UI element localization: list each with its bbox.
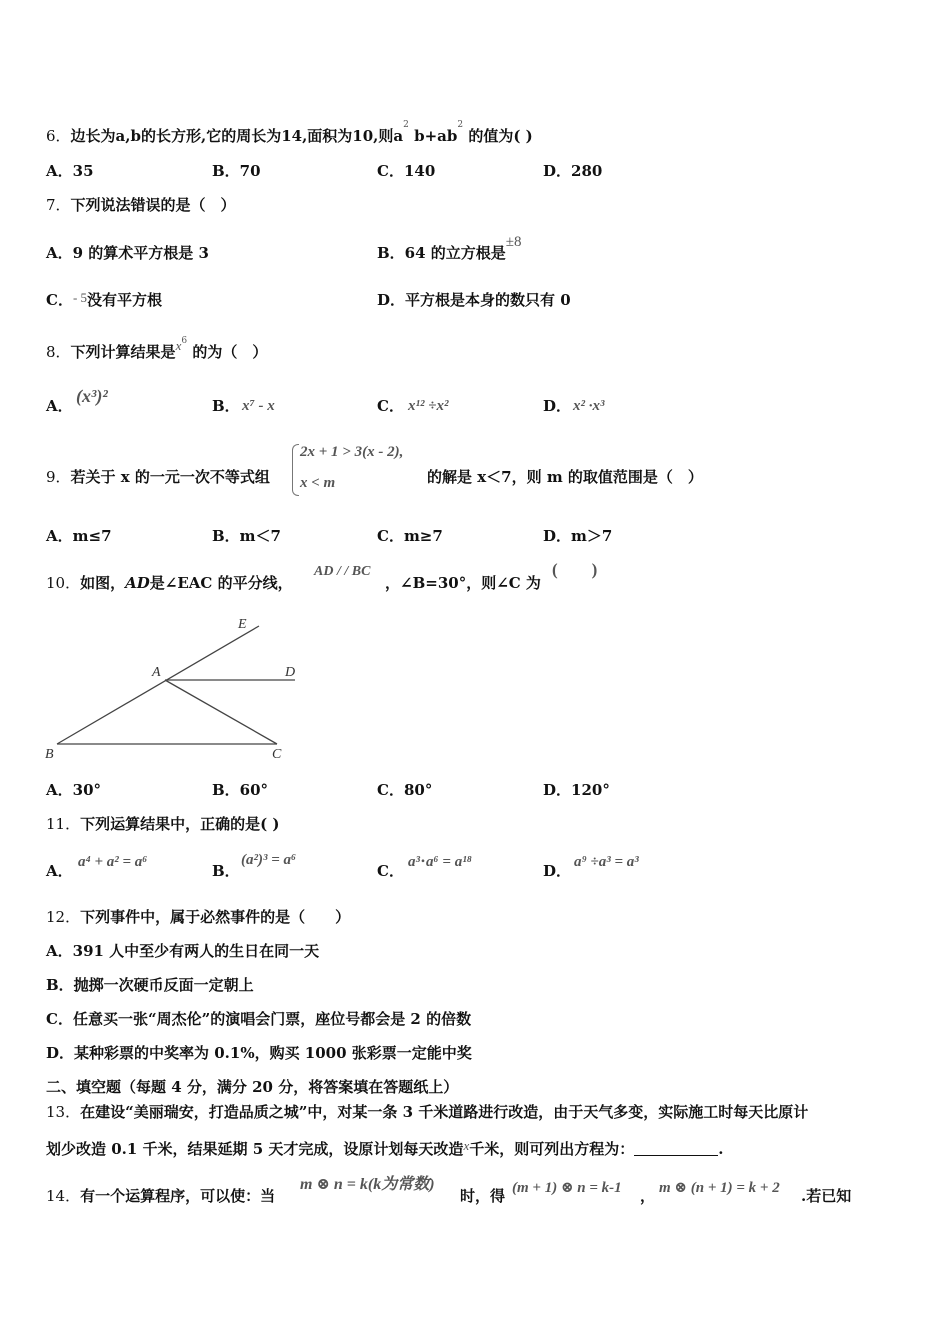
- section-2-heading: 二、填空题（每题 4 分，满分 20 分，将答案填在答题纸上）: [46, 1078, 459, 1096]
- q9-option-c: C．m≥7: [377, 527, 443, 545]
- q10-option-d: D．120°: [543, 781, 610, 799]
- q8-number: 8．: [46, 343, 71, 361]
- q9-stem-text: [46, 467, 270, 487]
- q8-option-c-label: C．: [377, 397, 404, 415]
- q14-math-definition: m ⊗ n = k(k为常数): [300, 1176, 435, 1193]
- q7-number: 7．: [46, 196, 71, 214]
- q13-x: x: [463, 1138, 470, 1153]
- q14-comma: ，: [640, 1187, 656, 1205]
- q13-text-line2b: 千米，则可列出方程为：: [469, 1140, 635, 1158]
- q11-option-c-math: a³⋅a⁶ = a¹⁸: [408, 854, 472, 870]
- q14-math-rule2: m ⊗ (n + 1) = k + 2: [659, 1180, 780, 1196]
- q11-number: 11．: [46, 815, 81, 833]
- q13-answer-blank[interactable]: [634, 1141, 718, 1156]
- q7-option-c-label: C．: [46, 291, 73, 309]
- q10-number: 10．: [46, 574, 81, 592]
- label-a: A: [152, 665, 161, 680]
- q8-option-a-label: A．: [46, 397, 73, 415]
- q11-option-a-math: a⁴ + a² = a⁶: [78, 854, 148, 870]
- q10-stem: [46, 573, 293, 593]
- q9-text: 若关于 x 的一元一次不等式组: [70, 468, 270, 486]
- q6-option-c: C．140: [377, 162, 436, 180]
- q9-option-a: A．m≤7: [46, 527, 112, 545]
- q13-text-line2a: 划少改造 0.1 千米，结果延期 5 天才完成，设原计划每天改造: [46, 1140, 464, 1158]
- line-be: [57, 626, 259, 744]
- q9-end: 的解是 x＜7，则 m 的取值范围是（ ）: [427, 468, 703, 486]
- q6-option-d: D．280: [543, 162, 603, 180]
- q12-option-b: B．抛掷一次硬币反面一定朝上: [46, 976, 254, 994]
- q11-stem: [46, 814, 280, 834]
- q11-option-b-math: (a²)³ = a⁶: [241, 852, 297, 868]
- q10-text2: 是∠EAC 的平分线，: [149, 574, 293, 592]
- q9-option-d: D．m＞7: [543, 527, 613, 545]
- q14-stem-start: [46, 1186, 275, 1206]
- q14-text2: 时，得: [460, 1187, 506, 1205]
- q10-option-a: A．30°: [46, 781, 102, 799]
- q13-number: 13．: [46, 1103, 81, 1121]
- q6-end: 的值为( ): [468, 127, 533, 145]
- q10-figure: [40, 610, 320, 765]
- q6-exp1: 2: [403, 120, 409, 130]
- q9-inequality-2: x < m: [300, 475, 336, 491]
- q12-number: 12．: [46, 908, 81, 926]
- q14-text1: 有一个运算程序，可以使：当: [80, 1187, 276, 1205]
- q8-option-b-math: x⁷ - x: [242, 398, 275, 414]
- q6-number: 6．: [46, 127, 71, 145]
- q8-text: 下列计算结果是: [70, 343, 176, 361]
- q6-option-b: B．70: [212, 162, 261, 180]
- label-c: C: [272, 747, 282, 762]
- q10-option-c: C．80°: [377, 781, 433, 799]
- q10-parallel-math: AD / / BC: [314, 564, 371, 579]
- q7-option-b-text: B．64 的立方根是: [377, 244, 506, 262]
- q10-text1: 如图，: [80, 574, 126, 592]
- q12-option-a: A．391 人中至少有两人的生日在同一天: [46, 942, 320, 960]
- label-d: D: [285, 665, 296, 680]
- q7-option-b: [377, 234, 522, 264]
- q7-option-c-text: 没有平方根: [87, 291, 163, 309]
- q11-text: 下列运算结果中，正确的是( ): [80, 815, 280, 833]
- q7-stem: [46, 195, 236, 215]
- q6-text: 边长为a,b的长方形,它的周长为14,面积为10,则a: [70, 127, 404, 145]
- q8-option-c-math: x¹² ÷x²: [408, 398, 449, 414]
- q13-line1: [46, 1102, 808, 1122]
- q8-end: 的为（ ）: [192, 343, 268, 361]
- q7-option-c-math: - 5: [72, 290, 88, 305]
- q12-option-c: C．任意买一张“周杰伦”的演唱会门票，座位号都会是 2 的倍数: [46, 1010, 472, 1028]
- q12-stem: [46, 907, 350, 927]
- q8-option-d-math: x² ·x³: [573, 398, 605, 414]
- q8-option-d-label: D．: [543, 397, 572, 415]
- q8-option-b-label: B．: [212, 397, 240, 415]
- q7-option-d: D．平方根是本身的数只有 0: [377, 291, 571, 309]
- q14-number: 14．: [46, 1187, 81, 1205]
- q9-inequality-1: 2x + 1 > 3(x - 2),: [300, 444, 404, 460]
- q8-option-a-math: (x³)²: [76, 386, 108, 406]
- q13-text-line2c: .: [718, 1140, 724, 1158]
- q7-option-b-math: ±8: [505, 234, 522, 250]
- label-e: E: [238, 617, 247, 632]
- q11-option-b-label: B．: [212, 862, 240, 880]
- q11-option-d-math: a⁹ ÷a³ = a³: [574, 854, 639, 870]
- q8-math-exp: 6: [181, 336, 188, 346]
- q10-answer-paren: ( ): [552, 560, 598, 579]
- q11-option-a-label: A．: [46, 862, 73, 880]
- q7-option-a: A．9 的算术平方根是 3: [46, 244, 209, 262]
- q6-stem: [46, 115, 533, 146]
- q11-option-c-label: C．: [377, 862, 404, 880]
- q11-option-d-label: D．: [543, 862, 572, 880]
- q14-math-rule1: (m + 1) ⊗ n = k-1: [512, 1180, 622, 1196]
- q7-text: 下列说法错误的是（ ）: [70, 196, 236, 214]
- q12-text: 下列事件中，属于必然事件的是（ ）: [80, 908, 351, 926]
- q12-option-d: D．某种彩票的中奖率为 0.1%，购买 1000 张彩票一定能中奖: [46, 1044, 472, 1062]
- q8-stem: [46, 337, 267, 363]
- q13-line2: [46, 1139, 723, 1160]
- q6-mid: b+ab: [414, 127, 458, 145]
- q10-option-b: B．60°: [212, 781, 269, 799]
- q14-text3: .若已知: [801, 1187, 852, 1205]
- q9-option-b: B．m＜7: [212, 527, 281, 545]
- q8-math-base: x: [175, 338, 182, 353]
- label-b: B: [45, 747, 54, 762]
- q9-system-brace: [292, 444, 299, 496]
- line-ac: [165, 680, 277, 744]
- q10-text3: ，∠B=30°，则∠C 为: [385, 574, 541, 592]
- q6-option-a: A．35: [46, 162, 94, 180]
- q6-exp2: 2: [457, 120, 464, 130]
- q10-ad: AD: [125, 574, 150, 592]
- q9-number: 9．: [46, 468, 71, 486]
- q7-option-c: [46, 290, 162, 311]
- q13-text-line1: 在建设“美丽瑞安，打造品质之城”中，对某一条 3 千米道路进行改造，由于天气多变，实际施工时每天比原计: [80, 1103, 809, 1121]
